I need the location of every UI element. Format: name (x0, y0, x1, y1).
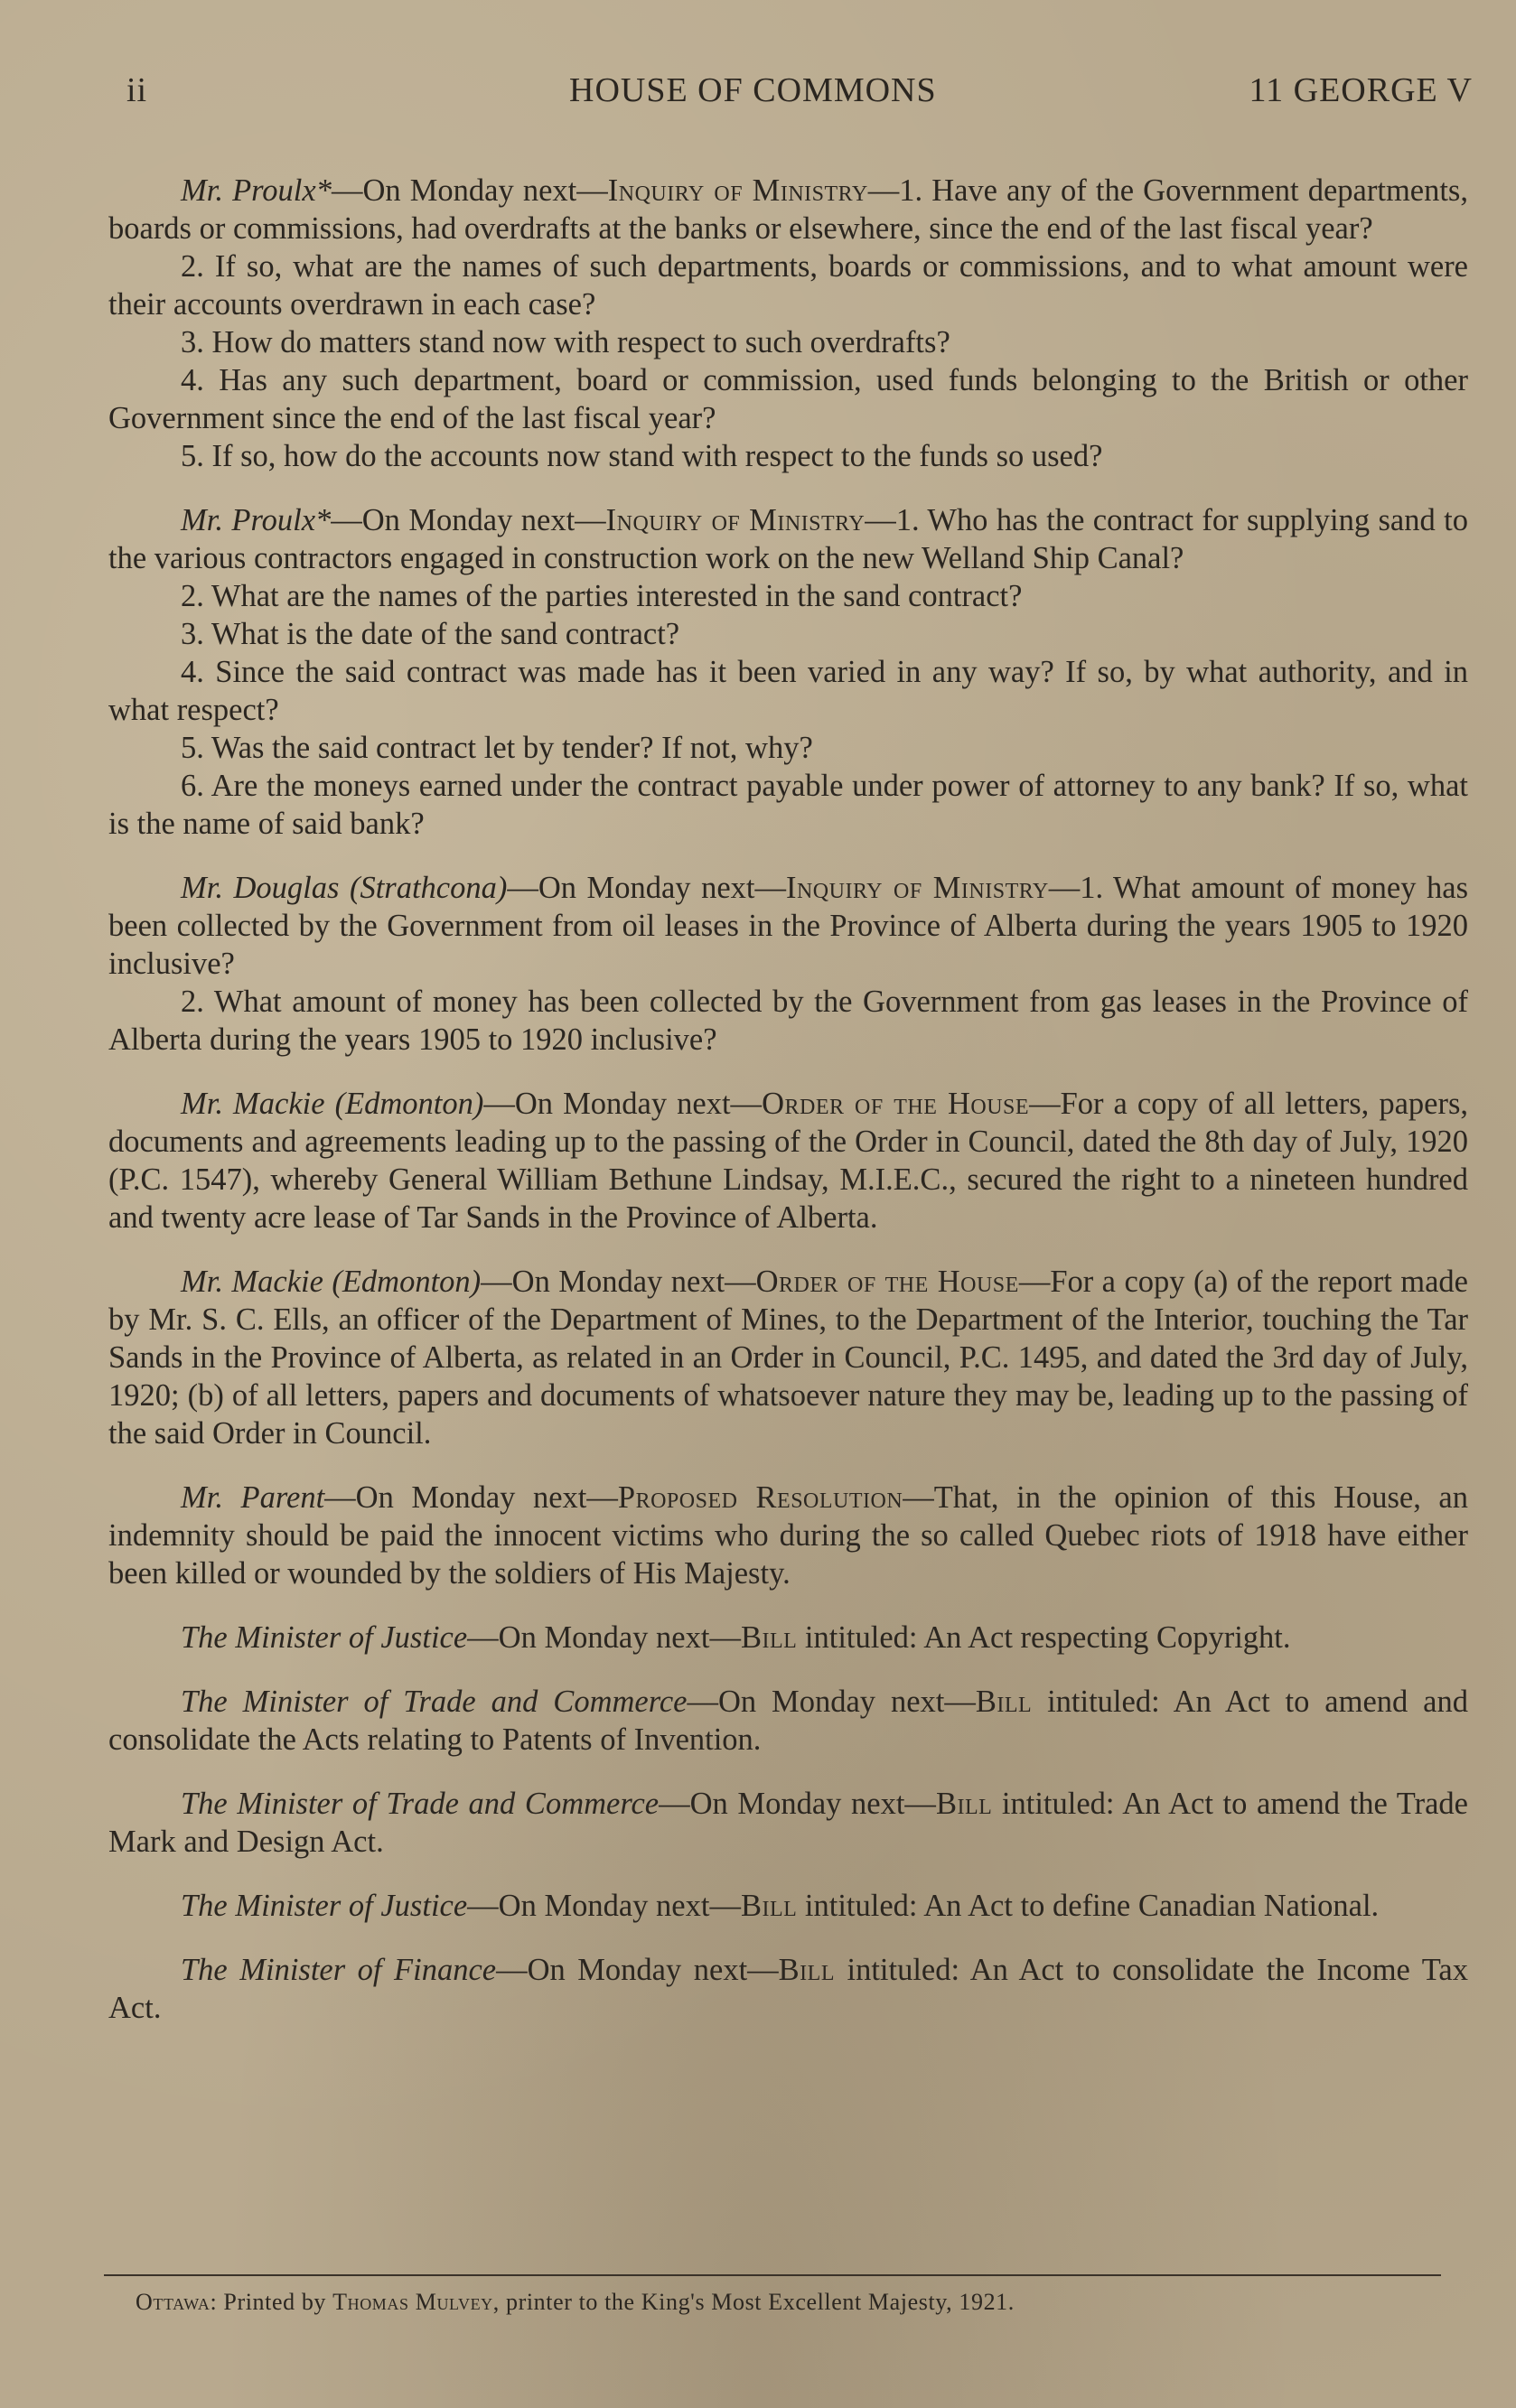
notice-mover: Mr. Parent (181, 1480, 325, 1515)
notice-question (108, 247, 1468, 323)
notice-entry (108, 869, 1468, 1059)
notice-first-paragraph (108, 1683, 1468, 1759)
notice-first-paragraph (108, 1479, 1468, 1592)
notice-entry (108, 1887, 1468, 1925)
notice-text: —For a copy of all letters, papers, documents and agreements leading up to the passing of the Order in Council, dated the 8th day of July, 1920 (P.C. 1547), whereby General William Bethune Lindsay, M.I.E.C., secured the right to a nineteen hundred and twenty acre lease of Tar Sands in the Province of Alberta. (108, 1087, 1468, 1235)
notice-lead: —On Monday next— (467, 1889, 741, 1923)
notice-mover: The Minister of Justice (181, 1620, 468, 1655)
notice-first-paragraph (108, 1785, 1468, 1861)
notice-question (108, 653, 1468, 729)
notice-type: Order of the House (762, 1087, 1030, 1121)
notice-type: Inquiry of Ministry (785, 871, 1049, 905)
page-number: ii (126, 71, 148, 109)
notice-mover: Mr. Proulx* (181, 173, 332, 208)
notice-first-paragraph (108, 172, 1468, 247)
notice-question (108, 729, 1468, 767)
notice-first-paragraph (108, 1619, 1468, 1657)
notice-mover: Mr. Mackie (Edmonton) (181, 1265, 482, 1299)
notice-type: Bill (740, 1889, 798, 1923)
notice-mover: The Minister of Trade and Commerce (181, 1787, 660, 1821)
notice-mover: Mr. Mackie (Edmonton) (181, 1087, 484, 1121)
notice-text: 3. What is the date of the sand contract? (181, 617, 680, 651)
notice-first-paragraph (108, 1887, 1468, 1925)
notice-text: 6. Are the moneys earned under the contract payable under power of attorney to any bank? If so, what is the name of said bank? (108, 769, 1468, 841)
notice-type: Proposed Resolution (617, 1480, 903, 1515)
imprint-rest: , printer to the King's Most Excellent Majesty, 1921. (492, 2289, 1015, 2315)
notice-question (108, 983, 1468, 1059)
notice-text: 2. If so, what are the names of such departments, boards or commissions, and to what amount were their accounts overdrawn in each case? (108, 249, 1468, 322)
notice-text: 5. Was the said contract let by tender? If not, why? (181, 731, 813, 765)
notice-entry (108, 1951, 1468, 2027)
notice-type: Bill (975, 1685, 1033, 1719)
notice-entry (108, 1479, 1468, 1592)
notice-type: Inquiry of Ministry (607, 173, 868, 208)
notice-text: intituled: An Act respecting Copyright. (797, 1620, 1291, 1655)
notice-mover: The Minister of Finance (181, 1953, 497, 1987)
notice-first-paragraph (108, 1085, 1468, 1237)
notice-mover: Mr. Proulx* (181, 503, 332, 537)
notice-text: 4. Has any such department, board or commission, used funds belonging to the British or other Government since the end of the last fiscal year? (108, 363, 1468, 435)
notice-type: Inquiry of Ministry (605, 503, 866, 537)
notice-text: —1. Who has the contract for supplying sand to the various contractors engaged in construction work on the new Welland Ship Canal? (108, 503, 1468, 575)
notice-entry (108, 1683, 1468, 1759)
notice-first-paragraph (108, 869, 1468, 983)
notice-lead: —On Monday next— (687, 1685, 976, 1719)
notice-text: intituled: An Act to define Canadian National. (797, 1889, 1380, 1923)
notices-body (108, 172, 1468, 2053)
page-title: HOUSE OF COMMONS (569, 71, 937, 109)
imprint-city: Ottawa (136, 2289, 211, 2315)
notice-lead: —On Monday next— (324, 1480, 618, 1515)
page-header (126, 70, 1473, 125)
notice-lead: —On Monday next— (331, 173, 608, 208)
notice-entry (108, 1263, 1468, 1452)
notice-entry (108, 172, 1468, 475)
notice-first-paragraph (108, 1263, 1468, 1452)
notice-type: Bill (778, 1953, 835, 1987)
notice-text: —That, in the opinion of this House, an indemnity should be paid the innocent victims who during the so called Quebec riots of 1918 have either been killed or wounded by the soldiers of His Majesty. (108, 1480, 1468, 1591)
notice-mover: The Minister of Trade and Commerce (181, 1685, 688, 1719)
notice-text: —1. Have any of the Government departments, boards or commissions, had overdrafts at the banks or elsewhere, since the end of the last fiscal year? (108, 173, 1468, 246)
notice-text: intituled: An Act to amend and consolidate the Acts relating to Patents of Invention. (108, 1685, 1468, 1757)
footer-rule (104, 2274, 1441, 2276)
notice-text: 4. Since the said contract was made has it been varied in any way? If so, by what authority, and in what respect? (108, 655, 1468, 727)
notice-text: 2. What are the names of the parties interested in the sand contract? (181, 579, 1023, 613)
notice-text: —1. What amount of money has been collected by the Government from oil leases in the Province of Alberta during the years 1905 to 1920 inclusive? (108, 871, 1468, 981)
imprint-printer: Thomas Mulvey (332, 2289, 493, 2315)
notice-question (108, 437, 1468, 475)
notice-text: 3. How do matters stand now with respect to such overdrafts? (181, 325, 950, 359)
notice-lead: —On Monday next— (483, 1087, 763, 1121)
notice-lead: —On Monday next— (496, 1953, 779, 1987)
notice-lead: —On Monday next— (331, 503, 606, 537)
notice-entry (108, 1619, 1468, 1657)
notice-lead: —On Monday next— (481, 1265, 756, 1299)
printer-imprint (136, 2289, 1446, 2316)
notice-question (108, 577, 1468, 615)
notice-type: Order of the House (755, 1265, 1019, 1299)
notice-text: intituled: An Act to consolidate the Income Tax Act. (108, 1953, 1468, 2025)
notice-lead: —On Monday next— (467, 1620, 741, 1655)
notice-entry (108, 1085, 1468, 1237)
notice-type: Bill (740, 1620, 798, 1655)
notice-lead: —On Monday next— (659, 1787, 936, 1821)
notice-entry (108, 501, 1468, 843)
notice-question (108, 615, 1468, 653)
notice-text: 2. What amount of money has been collected by the Government from gas leases in the Province of Alberta during the years 1905 to 1920 inclusive? (108, 985, 1468, 1057)
notice-first-paragraph (108, 1951, 1468, 2027)
regnal-year: 11 GEORGE V (1249, 71, 1473, 109)
notice-mover: Mr. Douglas (Strathcona) (181, 871, 508, 905)
notice-question (108, 323, 1468, 361)
notice-mover: The Minister of Justice (181, 1889, 468, 1923)
notice-text: 5. If so, how do the accounts now stand with respect to the funds so used? (181, 439, 1103, 473)
notice-question (108, 767, 1468, 843)
notice-first-paragraph (108, 501, 1468, 577)
notice-type: Bill (935, 1787, 993, 1821)
notice-text: —For a copy (a) of the report made by Mr. S. C. Ells, an officer of the Department of Mines, to the Department of the Interior, touching the Tar Sands in the Province of Alberta, as related in an Order in Council, P.C. 1495, and dated the 3rd day of July, 1920; (b) of all letters, papers and documents of whatsoever nature they may be, leading up to the passing of the said Order in Council. (108, 1265, 1468, 1451)
notice-question (108, 361, 1468, 437)
notice-text: intituled: An Act to amend the Trade Mark and Design Act. (108, 1787, 1468, 1859)
notice-lead: —On Monday next— (507, 871, 786, 905)
imprint-printed-by: : Printed by (210, 2289, 333, 2315)
notice-entry (108, 1785, 1468, 1861)
